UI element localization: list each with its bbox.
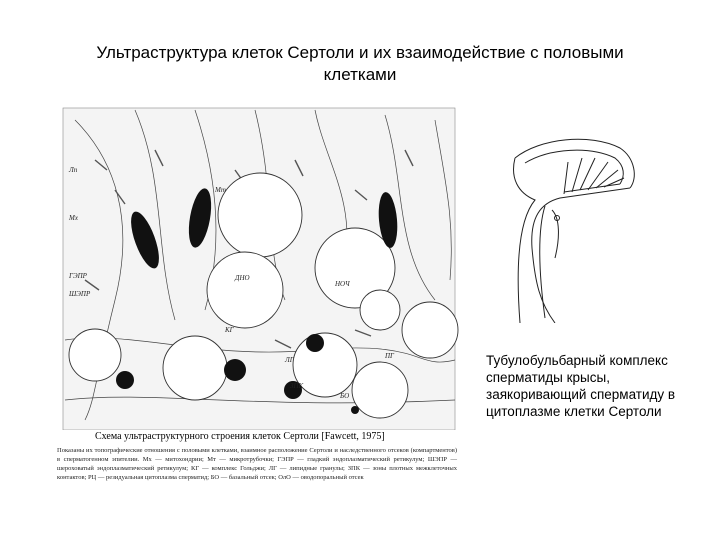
figure-notes: Показаны их топографические отношения с половыми клетками, взаимное расположение Сертоли и наследственного отсеков (компартментов) в сперматогенном эпителии. Мх — митохондрии; Мт — микротрубочки; ГЭПР — гладкий эндоплазматический ретикулум; ШЭПР — шероховатый эндоплазматический ретикулум; КГ — комплекс Гольджи; ЛГ — липидные гранулы; ЗПК — зоны плотных межклеточных контактов; РЦ — резидуальная цитоплазма сперматид; БО — базальный отсек; ОлО — оводопоральный отсек	[57, 447, 457, 481]
label-mt: Мт	[215, 186, 226, 194]
tubulobulbar-caption: Тубулобульбарный комплекс сперматиды крысы, заякоривающий сперматиду в цитоплазме клетки Сертоли	[486, 353, 676, 419]
tubulobulbar-complex-diagram	[500, 118, 650, 323]
label-shepr: ШЭПР	[69, 290, 91, 298]
label-kg: КГ	[225, 326, 234, 334]
sertoli-diagram	[55, 100, 463, 430]
label-mx: Мх	[69, 214, 78, 222]
label-gepr: ГЭПР	[69, 272, 87, 280]
sertoli-ultrastructure-figure	[55, 100, 463, 520]
label-lg: ЛГ	[285, 356, 294, 364]
slide-title: Ультраструктура клеток Сертоли и их взаимодействие с половыми клетками	[96, 43, 624, 84]
figure-caption: Схема ультраструктурного строения клеток Сертоли [Fawcett, 1975]	[95, 431, 385, 442]
label-noch: НОЧ	[335, 280, 350, 288]
label-dno: ДНО	[235, 274, 250, 282]
label-lp: Лп	[69, 166, 78, 174]
label-bo: БО	[340, 392, 350, 400]
label-pg: ПГ	[385, 352, 395, 360]
label-zpk: ЗПК	[290, 382, 304, 390]
